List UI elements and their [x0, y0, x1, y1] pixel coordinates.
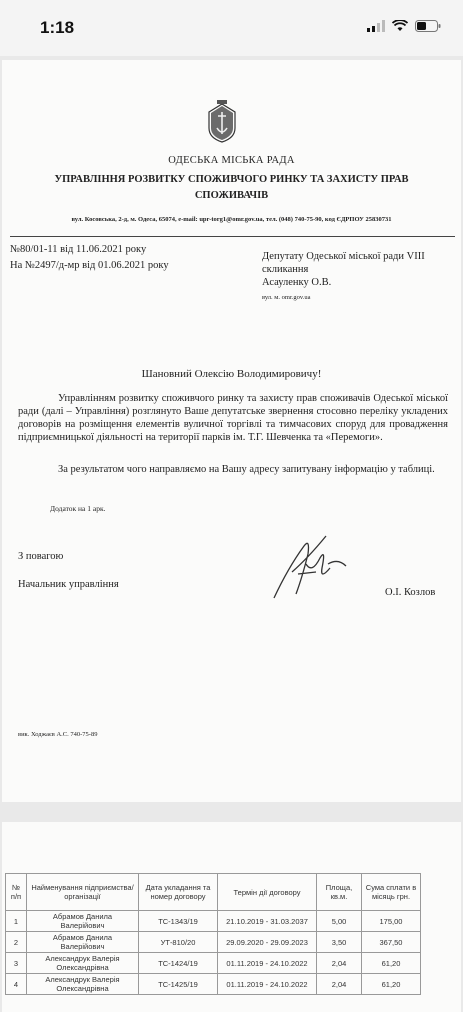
- signal-icon: [367, 20, 385, 32]
- signatory-name: О.І. Козлов: [385, 587, 436, 598]
- executor-note: вик. Ходжаєв А.С. 740-75-89: [18, 731, 98, 738]
- cell-organization: Александрук Валерія Олександрівна: [27, 974, 139, 995]
- reference-number: №80/01-11 від 11.06.2021 року: [10, 244, 147, 255]
- recipient-name: Асауленку О.В.: [262, 277, 332, 288]
- cell-area: 3,50: [317, 932, 362, 953]
- contracts-table: [5, 873, 421, 995]
- column-header-area: Площа, кв.м.: [317, 874, 362, 911]
- status-time: 1:18: [40, 18, 75, 37]
- salutation: Шановний Олексію Володимировичу!: [141, 368, 322, 380]
- cell-term: 01.11.2019 - 24.10.2022: [218, 974, 317, 995]
- cell-term: 01.11.2019 - 24.10.2022: [218, 953, 317, 974]
- cell-term: 29.09.2020 - 29.09.2023: [218, 932, 317, 953]
- cell-payment: 61,20: [362, 974, 421, 995]
- cell-contract: УТ-810/20: [139, 932, 218, 953]
- cell-contract: ТС-1424/19: [139, 953, 218, 974]
- reference-reply: На №2497/д-мр від 01.06.2021 року: [10, 260, 169, 271]
- department-title-line1: УПРАВЛІННЯ РОЗВИТКУ СПОЖИВЧОГО РИНКУ ТА ЗАХИСТУ ПРАВ: [54, 174, 409, 185]
- table-row: [6, 974, 421, 995]
- cell-organization: Абрамов Данила Валерійович: [27, 932, 139, 953]
- signatory-position: Начальник управління: [18, 579, 119, 590]
- recipient-line1: Депутату Одеської міської ради VIII: [262, 251, 425, 262]
- column-header-payment: Сума сплати в місяць грн.: [362, 874, 421, 911]
- wifi-icon: [392, 20, 408, 32]
- cell-number: 1: [6, 911, 27, 932]
- header-rule: [10, 236, 455, 237]
- body-paragraph-2: За результатом чого направляємо на Вашу адресу запитувану інформацію у таблиці.: [58, 464, 435, 475]
- department-address: вул. Косовська, 2-д, м. Одеса, 65074, e-mail: upr-torg1@omr.gov.ua, тел. (048) 740-75-90, код ЄДРПОУ 25830731: [71, 216, 392, 223]
- attachment-note: Додаток на 1 арк.: [50, 504, 106, 513]
- cell-term: 21.10.2019 - 31.03.2037: [218, 911, 317, 932]
- cell-number: 3: [6, 953, 27, 974]
- battery-icon: [415, 20, 441, 32]
- column-header-contract: Дата укладання та номер договору: [139, 874, 218, 911]
- status-icons: [367, 20, 441, 32]
- cell-area: 5,00: [317, 911, 362, 932]
- department-title-line2: СПОЖИВАЧІВ: [194, 190, 269, 201]
- cell-area: 2,04: [317, 953, 362, 974]
- cell-payment: 175,00: [362, 911, 421, 932]
- recipient-line2: скликання: [262, 264, 309, 275]
- column-header-term: Термін дії договору: [218, 874, 317, 911]
- cell-organization: Абрамов Данила Валерійович: [27, 911, 139, 932]
- cell-organization: Александрук Валерія Олександрівна: [27, 953, 139, 974]
- recipient-note: вул. м. omr.gov.ua: [262, 294, 311, 301]
- status-bar: [0, 0, 463, 56]
- column-header-number: № п/п: [6, 874, 27, 911]
- table-row: [6, 911, 421, 932]
- cell-payment: 367,50: [362, 932, 421, 953]
- table-row: [6, 932, 421, 953]
- table-header-row: [6, 874, 421, 911]
- city-council-title: ОДЕСЬКА МІСЬКА РАДА: [168, 155, 295, 166]
- cell-number: 4: [6, 974, 27, 995]
- cell-contract: ТС-1343/19: [139, 911, 218, 932]
- cell-area: 2,04: [317, 974, 362, 995]
- signature-icon: [268, 528, 352, 606]
- coat-of-arms-icon: [205, 100, 239, 144]
- cell-payment: 61,20: [362, 953, 421, 974]
- regards: З повагою: [18, 551, 64, 562]
- column-header-organization: Найменування підприємства/організації: [27, 874, 139, 911]
- body-paragraph-1: Управлінням розвитку споживчого ринку та захисту прав споживачів Одеської міської ради (далі – Управління) розглянуто Ваше депутатське звернення стосовно переліку укладених договорів на розміщення елементів вуличної торгівлі та тимчасових споруд для провадження підприємницької діяльності на території парків ім. Т.Г. Шевченка та «Перемоги».: [18, 393, 448, 443]
- cell-number: 2: [6, 932, 27, 953]
- cell-contract: ТС-1425/19: [139, 974, 218, 995]
- table-row: [6, 953, 421, 974]
